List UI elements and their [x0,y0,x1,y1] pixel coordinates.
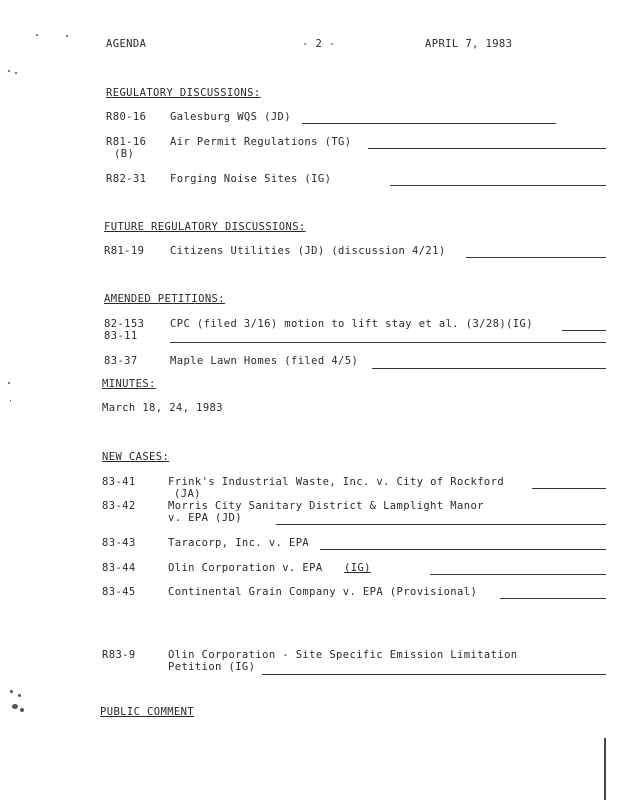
case-title-continued: v. EPA (JD) [168,512,242,524]
docket-title: CPC (filed 3/16) motion to lift stay et al. (3/28)(IG) [170,318,533,330]
scan-edge-mark [604,738,606,800]
scan-speck [20,708,24,712]
entry-rule [170,342,606,343]
docket-number: 83-45 [102,586,136,598]
entry-rule [262,674,606,675]
docket-title: Olin Corporation - Site Specific Emission Limitation [168,649,518,661]
case-title: Olin Corporation v. EPA [168,562,323,574]
entry-rule [368,148,606,149]
docket-number: R82-31 [106,173,147,185]
entry-rule [562,330,606,331]
entry-rule [500,598,606,599]
docket-title: Galesburg WQS (JD) [170,111,291,123]
docket-title: Forging Noise Sites (IG) [170,173,332,185]
case-title: Morris City Sanitary District & Lamplight Manor [168,500,484,512]
public-comment-heading: PUBLIC COMMENT [100,706,195,718]
docket-number: R83-9 [102,649,136,661]
scan-speck [36,34,38,36]
docket-suffix: (B) [114,148,135,160]
entry-rule [466,257,606,258]
entry-rule [302,123,556,124]
regulatory-heading: REGULATORY DISCUSSIONS: [106,87,261,99]
docket-title-continued: Petition (IG) [168,661,256,673]
agenda-date: APRIL 7, 1983 [425,38,513,50]
case-title: Frink's Industrial Waste, Inc. v. City of Rockford [168,476,505,488]
scan-speck [12,704,18,709]
case-title: Continental Grain Company v. EPA (Provisional) [168,586,478,598]
entry-rule [430,574,606,575]
scan-speck [10,690,13,693]
docket-number: 83-42 [102,500,136,512]
new-cases-heading: NEW CASES: [102,451,170,463]
page-number: - 2 - [302,38,336,50]
amended-heading: AMENDED PETITIONS: [104,293,225,305]
entry-rule [276,524,606,525]
scan-speck [8,70,10,72]
docket-number: R81-19 [104,245,145,257]
docket-title: Maple Lawn Homes (filed 4/5) [170,355,359,367]
docket-number: 83-44 [102,562,136,574]
minutes-heading: MINUTES: [102,378,156,390]
scan-speck [10,400,11,402]
case-title: Taracorp, Inc. v. EPA [168,537,310,549]
docket-number: 82-153 [104,318,145,330]
entry-rule [390,185,606,186]
docket-title: Citizens Utilities (JD) (discussion 4/21) [170,245,446,257]
case-title-continued: (JA) [174,488,201,500]
future-heading: FUTURE REGULATORY DISCUSSIONS: [104,221,306,233]
scan-speck [8,382,10,384]
docket-title: Air Permit Regulations (TG) [170,136,352,148]
scan-speck [18,694,21,697]
case-note: (IG) [344,562,371,574]
entry-rule [372,368,606,369]
agenda-label: AGENDA [106,38,147,50]
docket-number: R81-16 [106,136,147,148]
docket-number-second: 83-11 [104,330,138,342]
entry-rule [320,549,606,550]
entry-rule [532,488,606,489]
docket-number: 83-41 [102,476,136,488]
scan-speck [66,35,68,37]
docket-number: R80-16 [106,111,147,123]
docket-number: 83-37 [104,355,138,367]
minutes-dates: March 18, 24, 1983 [102,402,223,414]
docket-number: 83-43 [102,537,136,549]
scan-speck [15,72,17,74]
